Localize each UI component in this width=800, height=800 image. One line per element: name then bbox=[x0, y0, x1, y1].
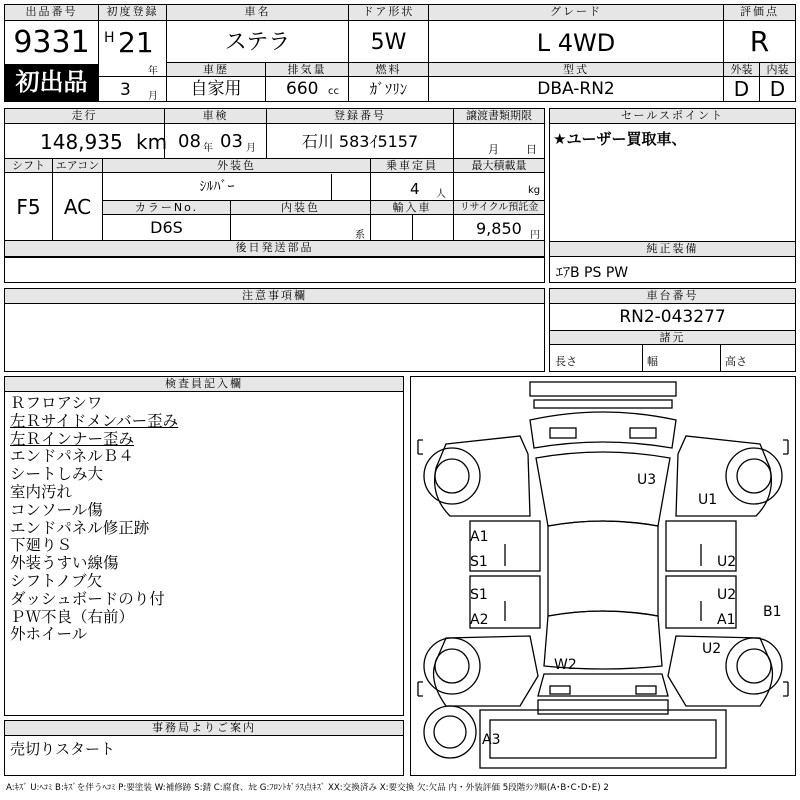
mark-u1: U1 bbox=[698, 492, 718, 508]
mileage: 148,935 bbox=[40, 130, 123, 154]
int-score: D bbox=[769, 77, 786, 101]
car-name-label: 車名 bbox=[167, 5, 348, 21]
intcolor-label: 内装色 bbox=[231, 201, 370, 215]
car-name: ステラ bbox=[224, 30, 291, 55]
note-line: 外装うすい線傷 bbox=[10, 554, 119, 573]
grade: L 4WD bbox=[536, 29, 616, 57]
mileage-label: 走行 bbox=[5, 109, 164, 124]
first-listing-badge: 初出品 bbox=[5, 64, 98, 101]
fuel-label: 燃料 bbox=[349, 63, 428, 77]
inspection-label: 車検 bbox=[165, 109, 266, 124]
displacement: 660 bbox=[286, 79, 319, 99]
grade-label: グレード bbox=[429, 5, 723, 21]
body-color: ｼﾙﾊﾞｰ bbox=[199, 179, 235, 195]
mark-b1: B1 bbox=[763, 604, 782, 620]
mark-w2: W2 bbox=[554, 657, 577, 673]
history-label: 車歴 bbox=[167, 63, 265, 77]
displacement-label: 排気量 bbox=[266, 63, 348, 77]
note-line: 左Ｒインナー歪み bbox=[10, 429, 135, 448]
note-line: 左Ｒサイドメンバー歪み bbox=[10, 411, 179, 430]
recycle-unit: 円 bbox=[530, 230, 540, 241]
plate-label: 登録番号 bbox=[267, 109, 453, 124]
note-line: シフトノブ欠 bbox=[10, 571, 103, 590]
mark-a1-left: A1 bbox=[470, 529, 489, 545]
reg-era: H bbox=[104, 30, 115, 46]
model-code: DBA-RN2 bbox=[537, 79, 615, 99]
inspection-month: 03 bbox=[220, 131, 243, 152]
note-line: コンソール傷 bbox=[10, 500, 103, 519]
inspector-label: 検査員記入欄 bbox=[5, 377, 403, 392]
reg-year: 21 bbox=[118, 26, 154, 59]
inspector-notes bbox=[10, 395, 178, 644]
recycle-fee: 9,850 bbox=[476, 219, 522, 238]
reg-label: 初度登録 bbox=[99, 5, 166, 21]
transfer-day: 日 bbox=[526, 143, 537, 156]
legend: A:ｷｽﾞ U:ﾍｺﾐ B:ｷｽﾞを伴うﾍｺﾐ P:要塗装 W:補修跡 S:錆 C:腐食、ｶﾋ G:ﾌﾛﾝﾄｶﾞﾗｽ点ｷｽﾞ XX:交換済み X:要交換 欠:欠品 内・外装評価 5段階ﾗﾝｸ順(A･B･C･D･E) 2 bbox=[6, 783, 609, 793]
reg-year-unit: 年 bbox=[148, 66, 158, 77]
sales-point: ★ユーザー買取車、 bbox=[553, 130, 687, 148]
import-label: 輸入車 bbox=[371, 201, 453, 215]
reg-month: 3 bbox=[120, 80, 131, 100]
shift-label: シフト bbox=[5, 159, 52, 173]
mark-u2-right-mid: U2 bbox=[717, 587, 737, 603]
aircon: AC bbox=[63, 195, 92, 219]
load-label: 最大積載量 bbox=[454, 159, 544, 173]
capacity-unit: 人 bbox=[436, 189, 446, 200]
office-text: 売切りスタート bbox=[10, 740, 116, 758]
lot-label: 出品番号 bbox=[5, 5, 98, 21]
car-diagram bbox=[410, 376, 796, 776]
mark-u2-right-rear: U2 bbox=[702, 641, 722, 657]
capacity: 4 bbox=[410, 180, 420, 198]
lot-number: 9331 bbox=[13, 25, 90, 60]
note-line: エンドパネル修正跡 bbox=[10, 518, 150, 537]
transfer-month: 月 bbox=[488, 143, 499, 156]
car-history: 自家用 bbox=[190, 79, 242, 99]
reg-month-unit: 月 bbox=[148, 91, 158, 102]
mark-u3: U3 bbox=[637, 472, 657, 488]
office-label: 事務局よりご案内 bbox=[5, 721, 403, 736]
int-label: 内装 bbox=[760, 63, 795, 77]
inspection-month-unit: 月 bbox=[246, 143, 256, 154]
ac-label: エアコン bbox=[53, 159, 102, 173]
caution-label: 注意事項欄 bbox=[5, 289, 544, 304]
mileage-unit: km bbox=[136, 130, 168, 154]
shift: F5 bbox=[16, 195, 41, 219]
door-label: ドア形状 bbox=[349, 5, 428, 21]
note-line: エンドパネルＢ４ bbox=[10, 447, 134, 466]
chassis-number: RN2-043277 bbox=[619, 307, 726, 327]
intcolor-unit: 系 bbox=[355, 230, 365, 241]
width-label: 幅 bbox=[647, 355, 658, 368]
mark-s1-left: S1 bbox=[470, 554, 488, 570]
chassis-label: 車台番号 bbox=[550, 289, 795, 304]
note-line: Ｒフロアシワ bbox=[10, 394, 103, 412]
displacement-unit: cc bbox=[328, 86, 339, 97]
load-unit: kg bbox=[528, 185, 541, 196]
sales-point-label: セールスポイント bbox=[550, 109, 795, 124]
colorno-label: カラーNo. bbox=[103, 201, 230, 215]
door-type: 5W bbox=[370, 30, 407, 55]
genuine-label: 純正装備 bbox=[550, 242, 795, 257]
length-label: 長さ bbox=[555, 355, 577, 368]
fuel: ｶﾞｿﾘﾝ bbox=[369, 80, 408, 98]
note-line: 室内汚れ bbox=[10, 482, 73, 501]
note-line: ダッシュボードのり付 bbox=[10, 589, 165, 608]
model-label: 型式 bbox=[429, 63, 723, 77]
score-label: 評価点 bbox=[724, 5, 795, 21]
height-label: 高さ bbox=[725, 355, 747, 368]
mark-a2-left: A2 bbox=[470, 612, 489, 628]
genuine-equipment: ｴｱB PS PW bbox=[556, 265, 629, 281]
inspection-year-unit: 年 bbox=[203, 143, 213, 154]
mark-a1-right: A1 bbox=[717, 612, 736, 628]
note-line: シートしみ大 bbox=[10, 465, 104, 484]
transfer-label: 譲渡書類期限 bbox=[454, 109, 544, 124]
spec-label: 諸元 bbox=[550, 330, 795, 345]
later-parts-label: 後日発送部品 bbox=[5, 241, 544, 257]
note-line: ＰＷ不良（右前） bbox=[10, 607, 135, 626]
note-line: 下廻りＳ bbox=[10, 536, 73, 555]
note-line: 外ホイール bbox=[10, 625, 88, 644]
score: R bbox=[749, 25, 770, 58]
mark-s1-left-rear: S1 bbox=[470, 587, 488, 603]
plate-number: 石川 583ｲ5157 bbox=[301, 132, 419, 151]
mark-a3: A3 bbox=[482, 732, 501, 748]
ext-score: D bbox=[733, 77, 750, 101]
inspection-year: 08 bbox=[178, 131, 201, 152]
capacity-label: 乗車定員 bbox=[371, 159, 453, 173]
ext-label: 外装 bbox=[724, 63, 759, 77]
color-number: D6S bbox=[150, 218, 183, 237]
color-label: 外装色 bbox=[103, 159, 370, 173]
recycle-label: リサイクル預託金 bbox=[454, 201, 544, 215]
mark-u2-right-front: U2 bbox=[717, 554, 737, 570]
